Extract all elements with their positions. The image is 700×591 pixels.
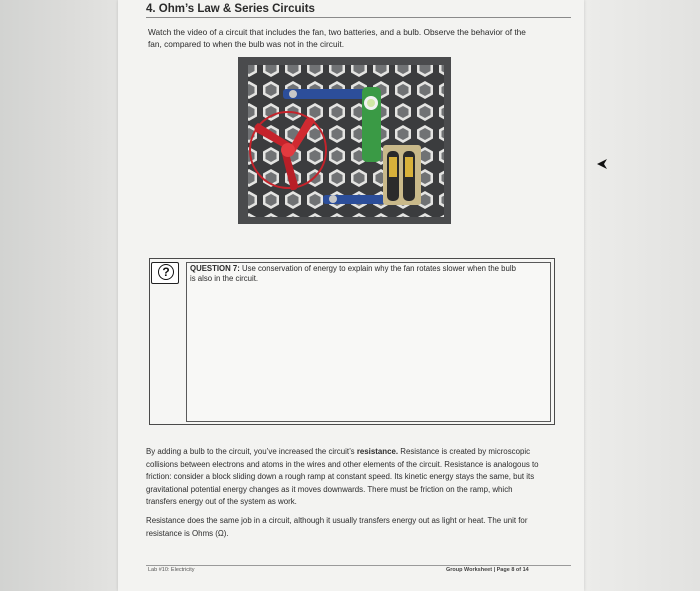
answer-box[interactable]: [149, 258, 555, 425]
question-text: Use conservation of energy to explain why the fan rotates slower when the bulb is also in the circuit.: [190, 264, 516, 283]
footer-lab-label: Lab #10: Electricity: [148, 567, 195, 573]
circuit-board-image: [238, 57, 451, 224]
question-mark-glyph: ?: [158, 264, 174, 280]
footer-page-label: Group Worksheet | Page 8 of 14: [446, 567, 529, 573]
arrow-cursor-icon: [596, 157, 608, 175]
desk-background-right: [584, 0, 700, 591]
footer-divider: [146, 565, 571, 566]
paragraph1-rest: Resistance is created by microscopic collisions between electrons and atoms in the wires and other elements of the circuit. Resistance is analogous to friction: consider a block sliding down a rough ramp at constant speed. Its kinetic energy stays the same, but its gravitational potential energy changes as it moves downwards. There must be friction on the ramp, which transfers energy out of the system as work.: [146, 447, 539, 507]
desk-background-left: [0, 0, 118, 591]
resistance-paragraph: [146, 446, 541, 509]
paragraph1-start: By adding a bulb to the circuit, you’ve increased the circuit’s: [146, 447, 357, 456]
intro-text: Watch the video of a circuit that includes the fan, two batteries, and a bulb. Observe the behavior of the fan, compared to when the bulb was not in the circuit.: [148, 27, 526, 49]
answer-area[interactable]: [186, 262, 551, 422]
title-divider: [146, 17, 571, 18]
paragraph1-bold: resistance.: [356, 447, 399, 456]
ohms-paragraph: Resistance does the same job in a circuit, although it usually transfers energy out as light or heat. The unit for resistance is Ohms (Ω).: [146, 516, 528, 538]
worksheet-page: [118, 0, 584, 591]
question-label: QUESTION 7:: [190, 264, 240, 273]
circuit-photo: [238, 57, 451, 224]
question-prompt: [190, 264, 520, 284]
section-title: 4. Ohm’s Law & Series Circuits: [146, 3, 315, 15]
question-mark-icon: [151, 262, 179, 284]
